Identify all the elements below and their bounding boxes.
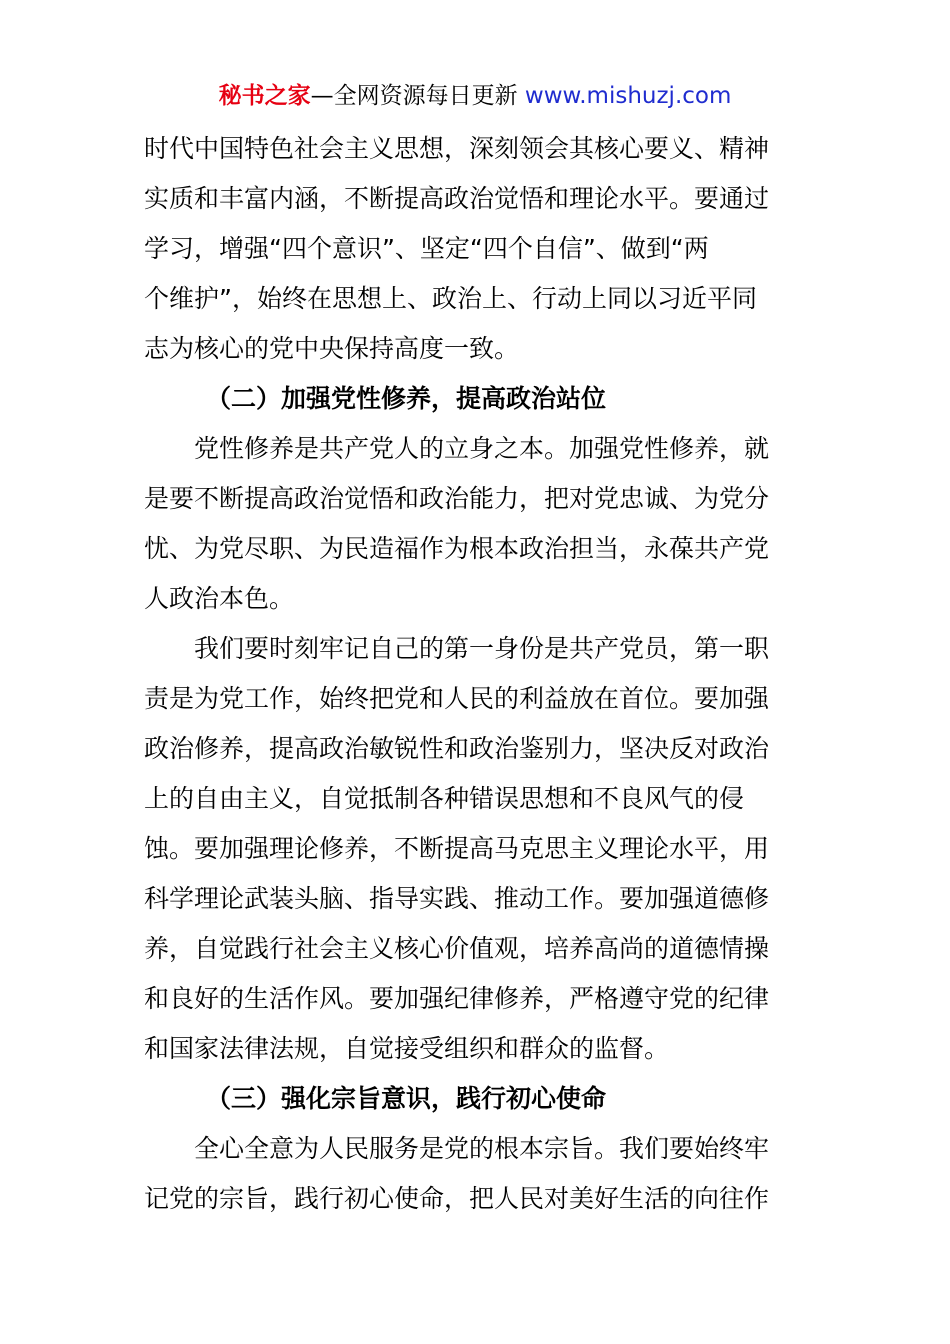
paragraph-start-line: 全心全意为人民服务是党的根本宗旨。我们要始终牢 — [194, 1134, 770, 1163]
document-body — [144, 124, 808, 1224]
paragraph-start-line: 我们要时刻牢记自己的第一身份是共产党员，第一职 — [194, 634, 770, 663]
body-line: 学习，增强“四个意识”、坚定“四个自信”、做到“两 — [144, 234, 709, 263]
body-line: 记党的宗旨，践行初心使命，把人民对美好生活的向往作 — [144, 1184, 770, 1213]
body-line: 是要不断提高政治觉悟和政治能力，把对党忠诚、为党分 — [144, 484, 770, 513]
body-line: 个维护”，始终在思想上、政治上、行动上同以习近平同 — [144, 284, 757, 313]
body-line: 和国家法律法规，自觉接受组织和群众的监督。 — [144, 1034, 670, 1063]
body-line: 科学理论武装头脑、指导实践、推动工作。要加强道德修 — [144, 884, 770, 913]
site-url[interactable]: www.mishuzj.com — [524, 83, 732, 109]
body-line: 责是为党工作，始终把党和人民的利益放在首位。要加强 — [144, 684, 770, 713]
site-tagline: —全网资源每日更新 — [310, 83, 518, 109]
site-brand: 秘书之家 — [218, 83, 311, 109]
body-line: 养，自觉践行社会主义核心价值观，培养高尚的道德情操 — [144, 934, 770, 963]
body-line: 和良好的生活作风。要加强纪律修养，严格遵守党的纪律 — [144, 984, 770, 1013]
body-line: 政治修养，提高政治敏锐性和政治鉴别力，坚决反对政治 — [144, 734, 770, 763]
body-line: 实质和丰富内涵，不断提高政治觉悟和理论水平。要通过 — [144, 184, 770, 213]
body-line: 忧、为党尽职、为民造福作为根本政治担当，永葆共产党 — [144, 534, 770, 563]
body-line: 上的自由主义，自觉抵制各种错误思想和不良风气的侵 — [144, 784, 745, 813]
section-heading-2: （二）加强党性修养，提高政治站位 — [206, 384, 607, 413]
site-header — [0, 78, 950, 114]
body-line: 蚀。要加强理论修养，不断提高马克思主义理论水平，用 — [144, 834, 770, 863]
body-line: 志为核心的党中央保持高度一致。 — [144, 334, 520, 363]
section-heading-3: （三）强化宗旨意识，践行初心使命 — [206, 1084, 607, 1113]
paragraph-start-line: 党性修养是共产党人的立身之本。加强党性修养，就 — [194, 434, 770, 463]
body-line: 人政治本色。 — [144, 584, 295, 613]
body-line: 时代中国特色社会主义思想，深刻领会其核心要义、精神 — [144, 134, 770, 163]
